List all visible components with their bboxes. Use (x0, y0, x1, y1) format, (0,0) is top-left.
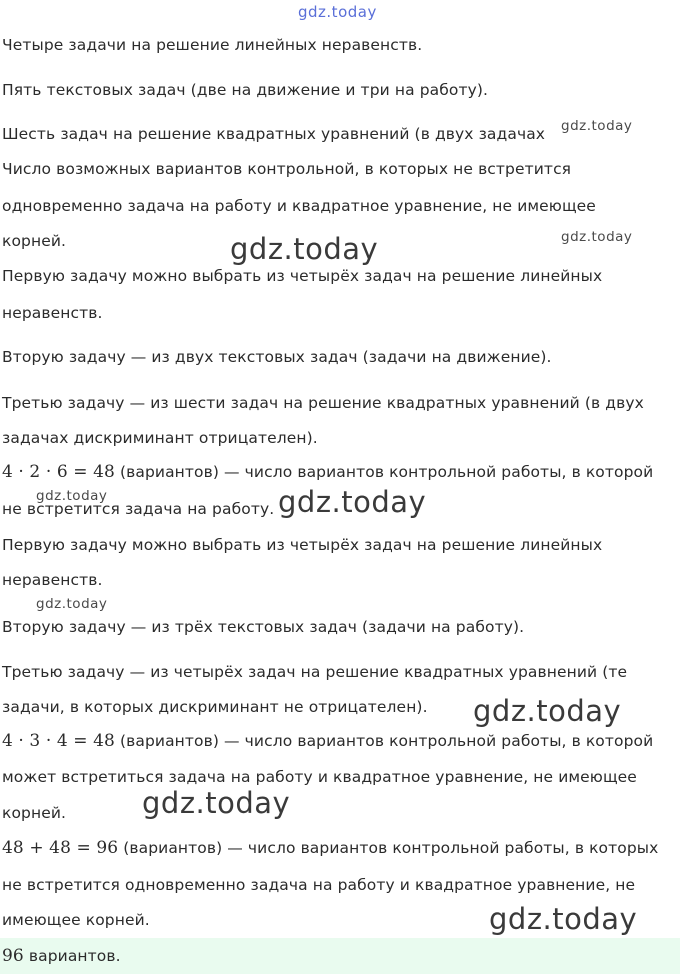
formula: 4 · 3 · 4 = 48 (2, 731, 115, 751)
question-line: Число возможных вариантов контрольной, в которых не встретится (2, 160, 572, 178)
watermark: gdz.today (489, 902, 638, 936)
formula-line: 4 · 2 · 6 = 48 (вариантов) — число вариантов контрольной работы, в которой (2, 462, 654, 482)
watermark: gdz.today (473, 694, 622, 728)
formula: 4 · 2 · 6 = 48 (2, 462, 115, 482)
solution-line: задачах дискриминант отрицателен). (2, 429, 318, 447)
answer-number: 96 (2, 946, 24, 966)
solution-line: Первую задачу можно выбрать из четырёх задач на решение линейных (2, 536, 603, 554)
watermark: gdz.today (561, 118, 633, 134)
watermark: gdz.today (230, 232, 379, 266)
question-line: одновременно задача на работу и квадратное уравнение, не имеющее (2, 197, 596, 215)
condition-line: Четыре задачи на решение линейных неравенств. (2, 36, 423, 54)
solution-line: Вторую задачу — из трёх текстовых задач (задачи на работу). (2, 618, 525, 636)
answer-text: вариантов. (23, 947, 121, 965)
solution-line: Третью задачу — из четырёх задач на решение квадратных уравнений (те (2, 663, 628, 681)
solution-line: может встретиться задача на работу и квадратное уравнение, не имеющее (2, 768, 637, 786)
solution-line: Первую задачу можно выбрать из четырёх задач на решение линейных (2, 267, 603, 285)
formula-line: 48 + 48 = 96 (вариантов) — число вариантов контрольной работы, в которых (2, 838, 659, 858)
question-line: корней. (2, 232, 67, 250)
watermark-top: gdz.today (298, 3, 377, 21)
condition-line: Шесть задач на решение квадратных уравнений (в двух задачах (2, 125, 546, 143)
solution-line: Вторую задачу — из двух текстовых задач (задачи на движение). (2, 348, 552, 366)
watermark: gdz.today (561, 229, 633, 245)
formula: 48 + 48 = 96 (2, 838, 119, 858)
solution-line: имеющее корней. (2, 911, 150, 929)
formula-line: 4 · 3 · 4 = 48 (вариантов) — число вариантов контрольной работы, в которой (2, 731, 654, 751)
solution-line: не встретится задача на работу. (2, 500, 275, 518)
solution-line: корней. (2, 804, 67, 822)
watermark: gdz.today (278, 485, 427, 519)
solution-line: задачи, в которых дискриминант не отрицателен). (2, 698, 428, 716)
answer-line (2, 946, 121, 966)
watermark: gdz.today (36, 488, 108, 504)
solution-line: Третью задачу — из шести задач на решение квадратных уравнений (в двух (2, 394, 644, 412)
solution-line: неравенств. (2, 304, 103, 322)
solution-line: неравенств. (2, 571, 103, 589)
watermark: gdz.today (142, 786, 291, 820)
answer-box (0, 938, 680, 974)
solution-line: не встретится одновременно задача на работу и квадратное уравнение, не (2, 876, 636, 894)
watermark: gdz.today (36, 596, 108, 612)
condition-line: Пять текстовых задач (две на движение и три на работу). (2, 81, 489, 99)
